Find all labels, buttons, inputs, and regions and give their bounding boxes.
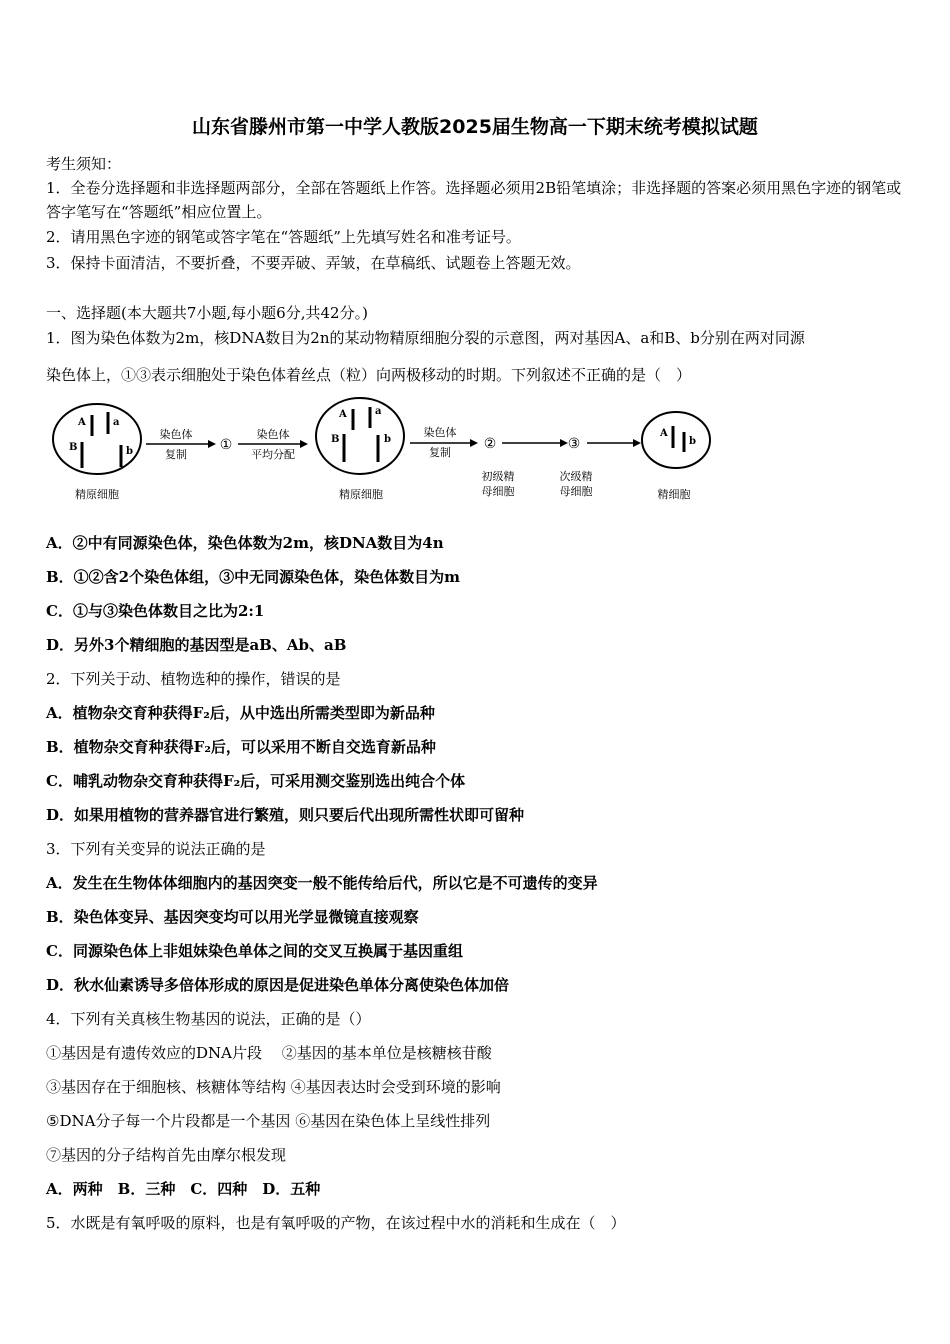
q1-option-a: A．②中有同源染色体，染色体数为2m，核DNA数目为4n (46, 534, 444, 552)
q5-stem: 5．水既是有氧呼吸的原料，也是有氧呼吸的产物，在该过程中水的消耗和生成在（ ） (46, 1214, 626, 1232)
primary-spermatocyte-label: 初级精 (481, 470, 515, 483)
arrow-3-bottom-label: 复制 (429, 446, 451, 459)
q4-statement: ⑤DNA分子每一个片段都是一个基因 ⑥基因在染色体上呈线性排列 (46, 1112, 491, 1130)
q1-option-c: C．①与③染色体数目之比为2:1 (46, 602, 265, 620)
q4-statement: ③基因存在于细胞核、核糖体等结构 ④基因表达时会受到环境的影响 (46, 1078, 501, 1096)
gene-label: B (69, 442, 78, 453)
gene-label: A (660, 428, 668, 439)
stage-3-marker: ③ (567, 436, 581, 452)
arrow-head (300, 440, 308, 448)
gene-label: b (126, 446, 133, 457)
secondary-spermatocyte-label: 次级精 (559, 470, 593, 483)
secondary-spermatocyte-label: 母细胞 (559, 485, 593, 498)
arrow-2-top-label: 染色体 (256, 428, 290, 441)
gene-label: a (375, 406, 382, 417)
primary-spermatocyte-label: 母细胞 (481, 485, 515, 498)
q2-option-a: A．植物杂交育种获得F₂后，从中选出所需类型即为新品种 (46, 704, 435, 722)
q3-option-d: D．秋水仙素诱导多倍体形成的原因是促进染色单体分离使染色体加倍 (46, 976, 510, 994)
q4-statement: ⑦基因的分子结构首先由摩尔根发现 (46, 1146, 287, 1164)
sperm-cell-outline (642, 412, 710, 468)
cell-2-label: 精原细胞 (339, 488, 383, 501)
gene-label: b (689, 436, 696, 447)
q4-stem: 4．下列有关真核生物基因的说法，正确的是（） (46, 1010, 371, 1028)
q4-options: A．两种 B．三种 C．四种 D．五种 (46, 1180, 321, 1198)
gene-label: A (78, 417, 86, 428)
q3-option-c: C．同源染色体上非姐妹染色单体之间的交叉互换属于基因重组 (46, 942, 463, 960)
notice-item-2: 2．请用黑色字迹的钢笔或答字笔在“答题纸”上先填写姓名和准考证号。 (46, 228, 521, 246)
notice-item-3: 3．保持卡面清洁，不要折叠，不要弄破、弄皱，在草稿纸、试题卷上答题无效。 (46, 254, 581, 272)
q1-option-b: B．①②含2个染色体组，③中无同源染色体，染色体数目为m (46, 568, 460, 586)
exam-title: 山东省滕州市第一中学人教版2025届生物高一下期末统考模拟试题 (192, 116, 758, 138)
cell-1-outline (53, 404, 141, 474)
sperm-cell-label: 精细胞 (657, 488, 691, 501)
section-heading: 一、选择题(本大题共7小题,每小题6分,共42分。) (46, 304, 368, 322)
cell-1-label: 精原细胞 (75, 488, 119, 501)
q2-stem: 2．下列关于动、植物选种的操作，错误的是 (46, 670, 341, 688)
gene-label: b (384, 434, 391, 445)
arrow-1-bottom-label: 复制 (165, 448, 187, 461)
q2-option-d: D．如果用植物的营养器官进行繁殖，则只要后代出现所需性状即可留种 (46, 806, 525, 824)
q2-option-c: C．哺乳动物杂交育种获得F₂后，可采用测交鉴别选出纯合个体 (46, 772, 466, 790)
q3-option-b: B．染色体变异、基因突变均可以用光学显微镜直接观察 (46, 908, 419, 926)
gene-label: A (339, 409, 347, 420)
gene-label: B (331, 434, 340, 445)
arrow-head (470, 439, 478, 447)
stage-1-marker: ① (219, 437, 233, 453)
notice-item-1: 1．全卷分选择题和非选择题两部分，全部在答题纸上作答。选择题必须用2B铅笔填涂；非选择题的答案必须用黑色字迹的钢笔或答字笔写在“答题纸”相应位置上。 (46, 179, 902, 221)
arrow-head (633, 439, 641, 447)
notice-heading: 考生须知： (46, 155, 122, 173)
arrow-2-bottom-label: 平均分配 (251, 448, 295, 461)
q1-stem-line1: 1．图为染色体数为2m，核DNA数目为2n的某动物精原细胞分裂的示意图，两对基因A、a和B、b分别在两对同源 (46, 329, 805, 347)
meiosis-diagram (48, 392, 728, 508)
arrow-3-top-label: 染色体 (423, 426, 457, 439)
arrow-head (208, 440, 216, 448)
q4-statement: ①基因是有遗传效应的DNA片段 ②基因的基本单位是核糖核苷酸 (46, 1044, 492, 1062)
gene-label: a (113, 417, 120, 428)
arrow-1-top-label: 染色体 (159, 428, 193, 441)
q3-stem: 3．下列有关变异的说法正确的是 (46, 840, 266, 858)
q3-option-a: A．发生在生物体体细胞内的基因突变一般不能传给后代，所以它是不可遗传的变异 (46, 874, 598, 892)
stage-2-marker: ② (483, 436, 497, 452)
q1-stem-line2: 染色体上，①③表示细胞处于染色体着丝点（粒）向两极移动的时期。下列叙述不正确的是（ ） (46, 366, 692, 384)
q1-option-d: D．另外3个精细胞的基因型是aB、Ab、aB (46, 636, 347, 654)
q2-option-b: B．植物杂交育种获得F₂后，可以采用不断自交选育新品种 (46, 738, 436, 756)
